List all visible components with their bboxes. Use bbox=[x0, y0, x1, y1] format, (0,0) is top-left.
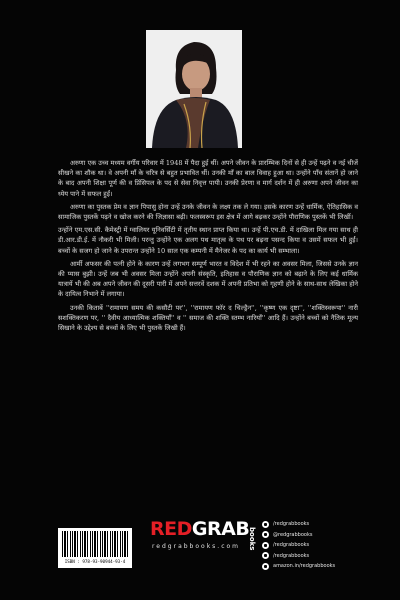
social-item-facebook[interactable] bbox=[262, 519, 372, 530]
social-label: amazon.in/redgrabbooks bbox=[273, 563, 336, 570]
logo-books-text: books bbox=[248, 527, 256, 551]
isbn-barcode bbox=[58, 528, 132, 568]
social-item-amazon[interactable] bbox=[262, 561, 372, 572]
social-label: @redgrabbooks bbox=[273, 531, 313, 538]
facebook-icon bbox=[262, 521, 269, 528]
bio-paragraph-1: अरुणा एक उच्च मध्यम वर्गीय परिवार में 1948 में पैदा हुई थीं। अपने जीवन के प्रारम्भिक दिनों से ही उन्हें पढ़ने व नई चीजें सीखने का शौक था। वे अपनी माँ के चरित्र से बहुत प्रभावित थीं। उनकी माँ का बाल विवाह हुआ था। उन्होंने पाँच संतानें हो जाने के बाद अपनी शिक्षा पूर्ण की व प्रिंसिपल के पद से सेवा निवृत्त पायी। उनकी प्रेरणा व मार्ग दर्शन में ही अरुणा अपने जीवन का ध्येय पाने में सफल हुईं। bbox=[58, 159, 358, 198]
isbn-number: ISBN : 978-93-90944-93-4 bbox=[64, 559, 126, 564]
bio-paragraph-2: अरुणा का पुस्तक प्रेम व ज्ञान पिपासु होना उन्हें उनके जीवन के लक्ष्य तक ले गया। इसके कारण उन्हें धार्मिक, ऐतिहासिक व सामाजिक पुस्तकें पढ़ने व खोज करने की जिज्ञासा बढ़ी। फलस्वरूप इस क्षेत्र में आगे बढ़कर उन्होंने पौराणिक पुस्तकें भी लिखीं। bbox=[58, 202, 358, 222]
publisher-logo bbox=[150, 518, 250, 550]
social-item-twitter[interactable] bbox=[262, 540, 372, 551]
logo-wordmark bbox=[150, 518, 250, 540]
social-label: /redgrabbooks bbox=[273, 542, 310, 549]
social-label: /redgrabbooks bbox=[273, 521, 310, 528]
instagram-icon bbox=[262, 531, 269, 538]
amazon-icon bbox=[262, 563, 269, 570]
social-links bbox=[262, 519, 372, 572]
logo-red-text: RED bbox=[150, 518, 192, 540]
social-item-youtube[interactable] bbox=[262, 551, 372, 562]
publisher-url: redgrabbooks.com bbox=[151, 543, 241, 550]
author-photo bbox=[146, 30, 242, 148]
bio-paragraph-4: आर्मी अफसर की पत्नी होने के कारण उन्हें लगभग सम्पूर्ण भारत व विदेश में भी रहने का अवसर मिला, जिससे उनके ज्ञान की प्यास बुझी। उन्हें जब भी अवसर मिला उन्होंने अपनी संस्कृति, इतिहास व पौराणिक ज्ञान को बढ़ाने के लिए कई धार्मिक यात्रायें भी की अब अपने जीवन की दूसरी पारी में अपने सत्तरवें दशक में अपनी प्रतिभा को गृहणी होने के साथ-साथ लेखिका होने के दायित्व निभाने में लगाया। bbox=[58, 259, 358, 299]
author-bio bbox=[58, 158, 358, 336]
twitter-icon bbox=[262, 542, 269, 549]
bio-paragraph-3: उन्होंने एम.एस.सी. कैमेस्ट्री में ग्वालियर यूनिवर्सिटी में तृतीय स्थान प्राप्त किया था। उन्हें पी.एच.डी. में दाखिला मिल गया साथ ही डी.आर.डी.ई. में नौकरी भी मिली। परन्तु उन्होंने एक अलग पथ मातृत्व के पथ पर बढ़ना पसन्द किया व उसमें सफल भी हुईं। बच्चों के सजग हो जाने के उपरान्त उन्होंने 10 साल एक कम्पनी में मैनेजर के पद का कार्य भी सम्भाला। bbox=[58, 226, 358, 255]
barcode-lines bbox=[62, 531, 128, 557]
social-label: /redgrabbooks bbox=[273, 552, 310, 559]
bio-paragraph-5: उनकी किताबें ''रामायण समय की कसौटी पर'', ''रामायण फॉर द चिल्ड्रैन'', ''कृष्ण एक दृष्टा'', ''शक्तिस्वरूपा'' नारी सशक्तिकरण पर, '' दैवीय आध्यात्मिक शक्तियाँ'' व '' समाज की शक्ति स्तम्भ नारियाँ'' आदि हैं। उन्होंने बच्चों को नैतिक मूल्य सिखाने के उद्देश्य से बच्चों के लिए भी पुस्तकें लिखी हैं। bbox=[58, 303, 358, 333]
youtube-icon bbox=[262, 552, 269, 559]
logo-white-text: GRAB bbox=[191, 518, 250, 540]
social-item-instagram[interactable] bbox=[262, 530, 372, 541]
